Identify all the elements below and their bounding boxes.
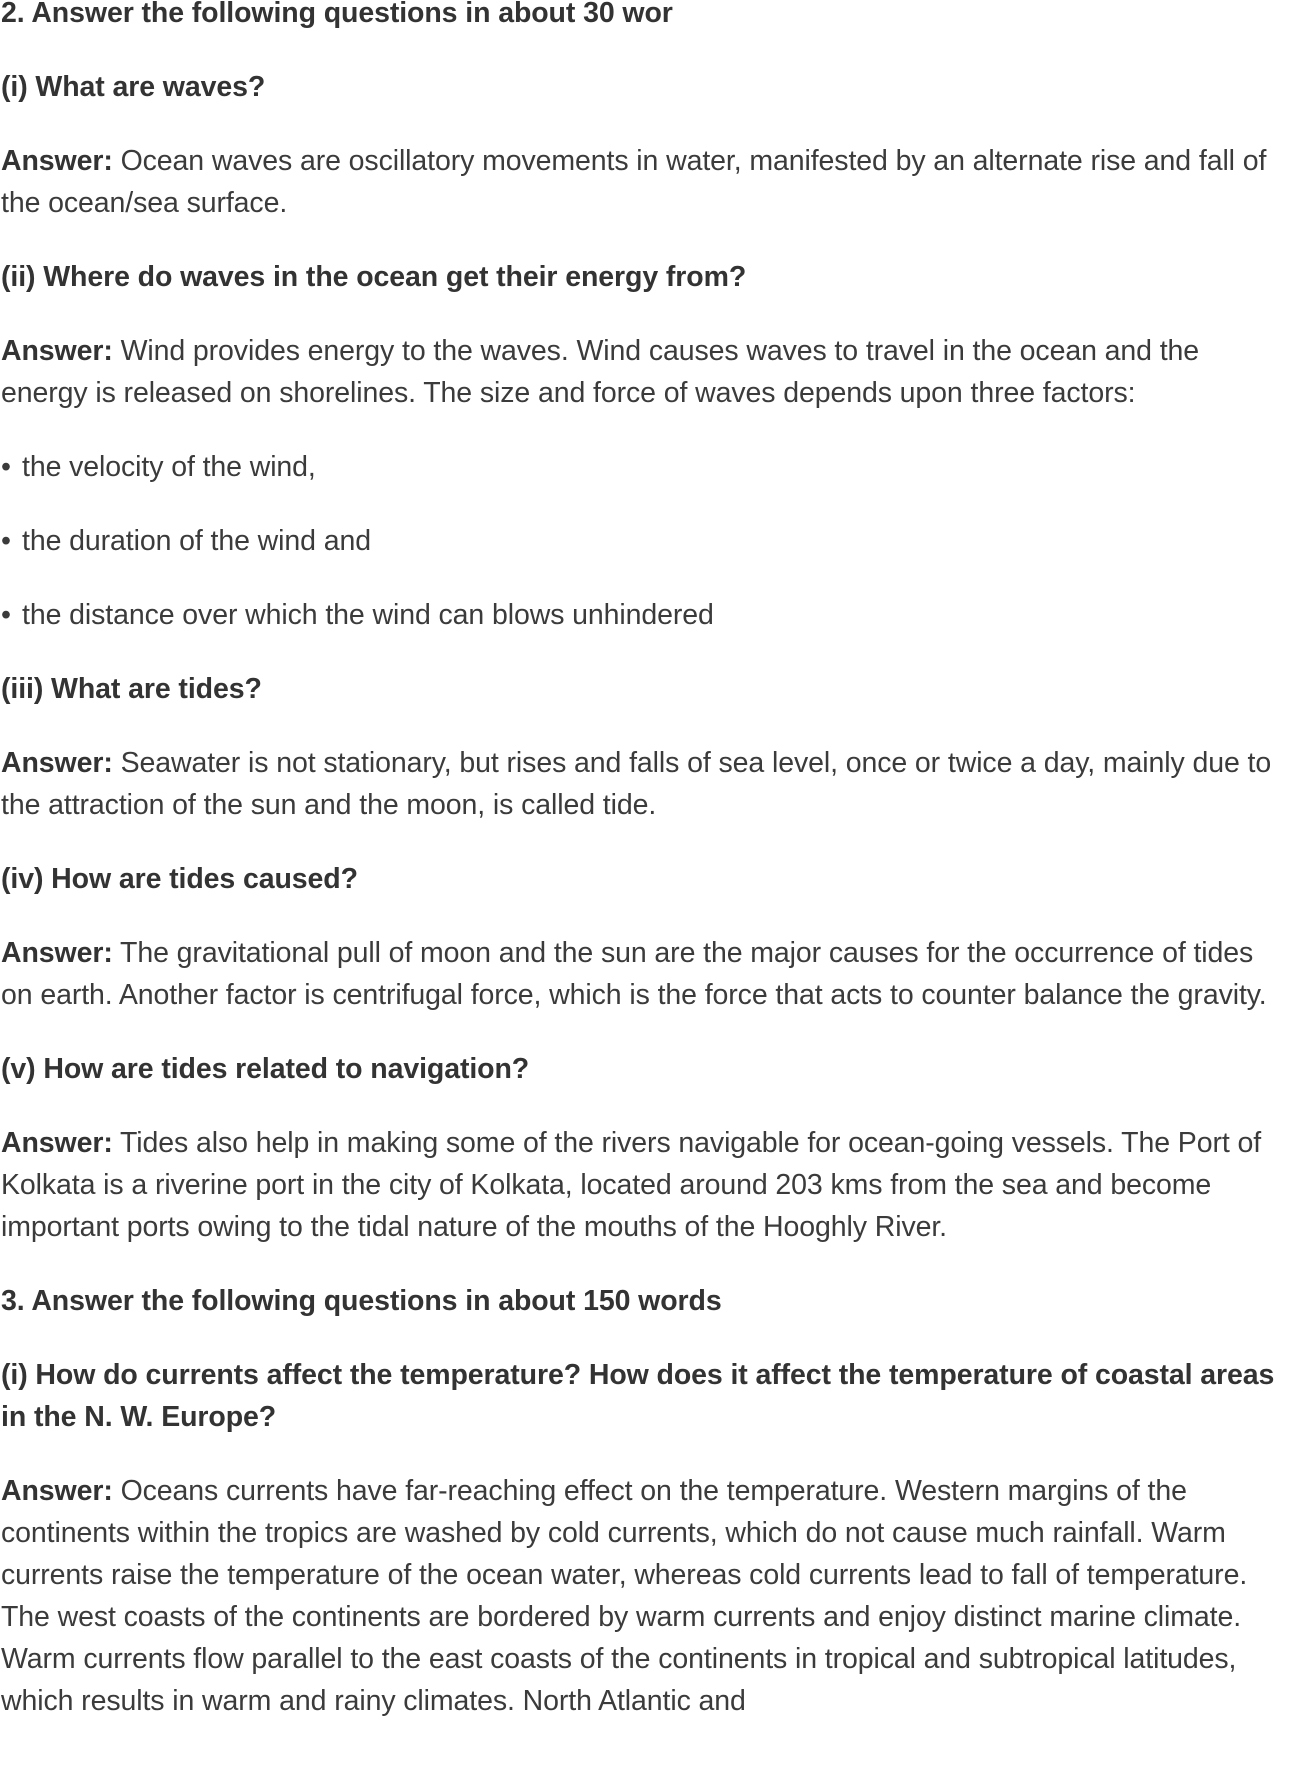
question-2-i: (i) What are waves? <box>1 71 266 103</box>
section-3-heading: 3. Answer the following questions in about 150 words <box>1 1285 722 1317</box>
answer-text: Ocean waves are oscillatory movements in water, manifested by an alternate rise and fall of the ocean/sea surface. <box>1 145 1267 219</box>
question-3-i: (i) How do currents affect the temperature? How does it affect the temperature of coastal areas in the N. W. Europe? <box>1 1359 1275 1433</box>
answer-2-v <box>1 1122 1291 1248</box>
answer-2-iii <box>1 742 1291 826</box>
answer-label: Answer: <box>1 145 113 177</box>
answer-2-i <box>1 140 1291 224</box>
list-item-text: the duration of the wind and <box>22 525 371 557</box>
list-item <box>1 594 1291 636</box>
bullet-icon: • <box>1 451 11 483</box>
document-page <box>1 0 1291 1754</box>
answer-3-i <box>1 1470 1291 1722</box>
bullet-icon: • <box>1 599 11 631</box>
answer-text: Oceans currents have far-reaching effect on the temperature. Western margins of the continents within the tropics are washed by cold currents, which do not cause much rainfall. Warm currents raise the temperature of the ocean water, whereas cold currents lead to fall of temperature. The west coasts of the continents are bordered by warm currents and enjoy distinct marine climate. Warm currents flow parallel to the east coasts of the continents in tropical and subtropical latitudes, which results in warm and rainy climates. North Atlantic and <box>1 1475 1248 1717</box>
answer-label: Answer: <box>1 1475 113 1507</box>
answer-text: The gravitational pull of moon and the sun are the major causes for the occurrence of tides on earth. Another factor is centrifugal force, which is the force that acts to counter balance the gravity. <box>1 937 1267 1011</box>
answer-text: Tides also help in making some of the rivers navigable for ocean-going vessels. The Port of Kolkata is a riverine port in the city of Kolkata, located around 203 kms from the sea and become important ports owing to the tidal nature of the mouths of the Hooghly River. <box>1 1127 1262 1243</box>
answer-text: Wind provides energy to the waves. Wind causes waves to travel in the ocean and the energy is released on shorelines. The size and force of waves depends upon three factors: <box>1 335 1200 409</box>
question-2-v: (v) How are tides related to navigation? <box>1 1053 530 1085</box>
question-2-ii: (ii) Where do waves in the ocean get their energy from? <box>1 261 747 293</box>
answer-2-ii <box>1 330 1291 414</box>
answer-label: Answer: <box>1 1127 113 1159</box>
answer-text: Seawater is not stationary, but rises and falls of sea level, once or twice a day, mainly due to the attraction of the sun and the moon, is called tide. <box>1 747 1272 821</box>
answer-2-iv <box>1 932 1291 1016</box>
list-item <box>1 520 1291 562</box>
answer-label: Answer: <box>1 335 113 367</box>
list-item-text: the distance over which the wind can blows unhindered <box>22 599 714 631</box>
section-2-heading: 2. Answer the following questions in about 30 wor <box>1 0 673 29</box>
question-2-iv: (iv) How are tides caused? <box>1 863 358 895</box>
list-item-text: the velocity of the wind, <box>22 451 316 483</box>
list-item <box>1 446 1291 488</box>
answer-label: Answer: <box>1 747 113 779</box>
answer-label: Answer: <box>1 937 113 969</box>
bullet-icon: • <box>1 525 11 557</box>
question-2-iii: (iii) What are tides? <box>1 673 262 705</box>
